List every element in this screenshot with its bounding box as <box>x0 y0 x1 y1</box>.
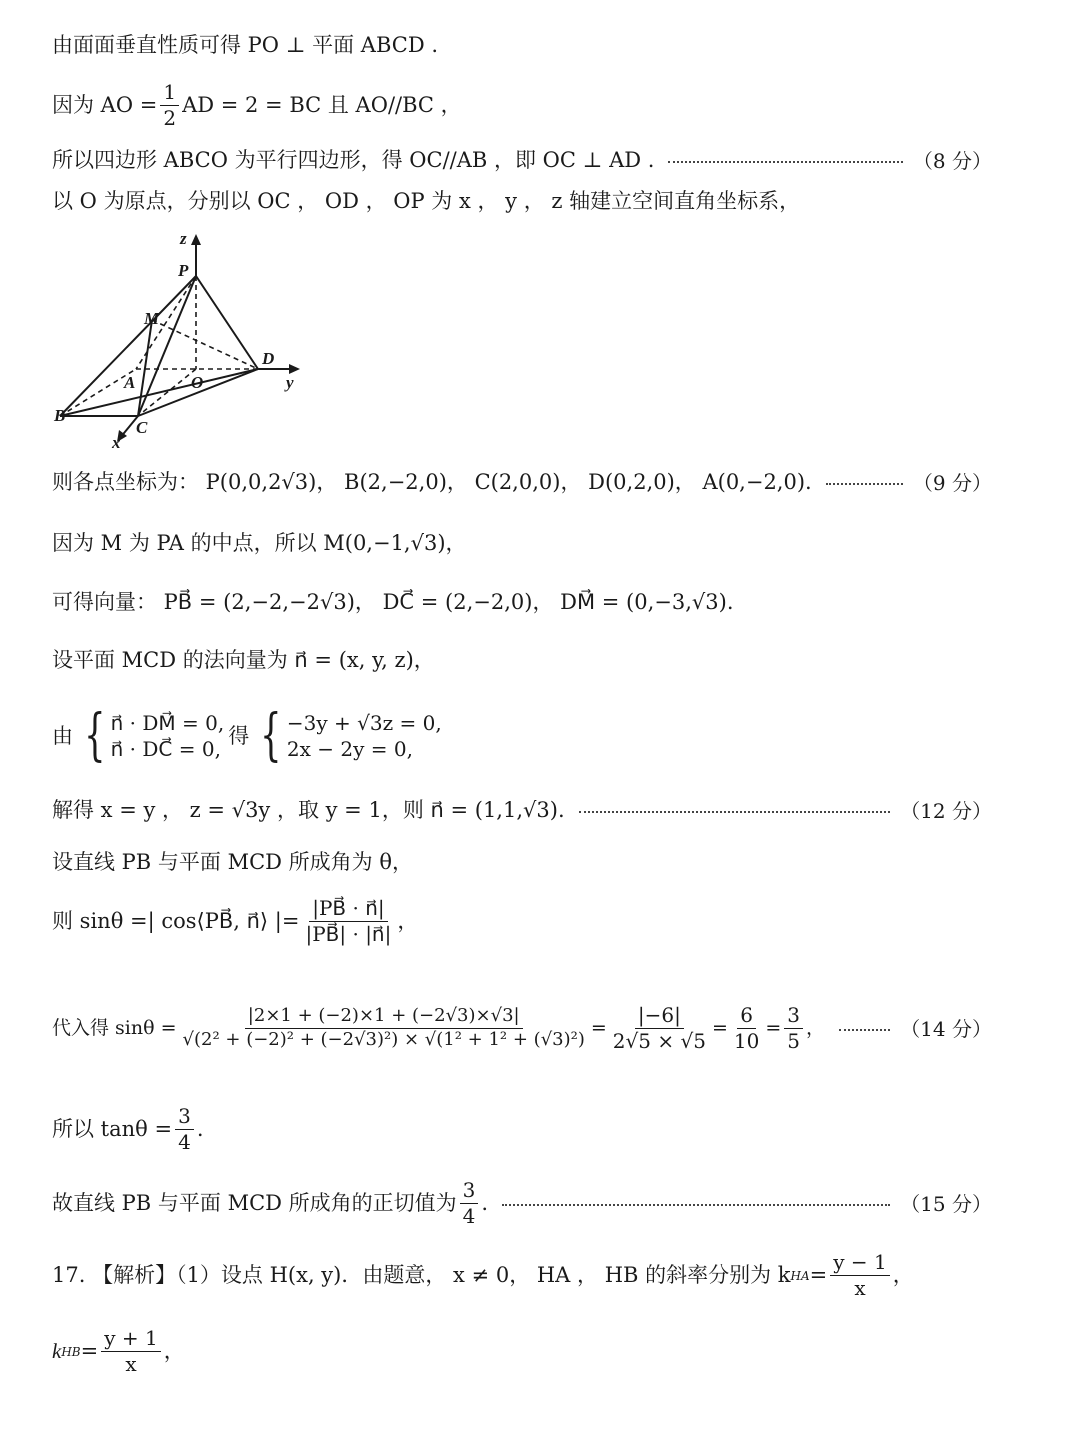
line-solve-normal <box>52 800 992 821</box>
dotted-leader <box>502 1202 890 1206</box>
line-text: 代入得 sinθ = <box>52 1017 177 1039</box>
line-text: ， <box>397 909 419 933</box>
line-text: ， <box>163 1339 185 1363</box>
fraction-numerator: 1 <box>160 82 179 106</box>
line-midpoint-m <box>52 533 992 554</box>
fraction-numerator: 3 <box>175 1106 194 1130</box>
line-text: 由面面垂直性质可得 PO ⊥ 平面 ABCD . <box>52 33 439 57</box>
fraction-minus-six <box>610 1005 709 1052</box>
pyramid-figure <box>40 228 310 453</box>
line-text: 则 sinθ =| cos⟨PB⃗, n⃗⟩ |= <box>52 909 300 933</box>
line-text: = <box>765 1017 782 1039</box>
fraction-numerator: 3 <box>784 1005 803 1029</box>
score-marker: （9 分） <box>912 470 992 495</box>
line-substitute <box>52 1005 992 1052</box>
line-equation-system <box>52 703 992 768</box>
line-problem-17 <box>52 1252 992 1299</box>
dotted-leader <box>839 1027 890 1031</box>
score-marker: （12 分） <box>900 798 992 823</box>
line-text: = <box>80 1339 99 1363</box>
fraction-denominator: 2 <box>163 106 177 130</box>
line-text: 则各点坐标为： P(0,0,2√3)， B(2,−2,0)， C(2,0,0)， D(0,2,0)， A(0,−2,0). <box>52 470 812 494</box>
line-coordinate-system <box>52 191 992 212</box>
fraction-cos <box>302 898 394 945</box>
line-sin-formula <box>52 898 992 945</box>
fraction-denominator: √(2² + (−2)² + (−2√3)²) × √(1² + 1² + (√3)²) <box>182 1029 585 1050</box>
score-marker: （14 分） <box>900 1016 992 1041</box>
system-row: 2x − 2y = 0, <box>286 737 413 761</box>
fraction-six-tenths <box>731 1005 762 1052</box>
line-normal-vector <box>52 650 992 671</box>
line-text: 因为 M 为 PA 的中点，所以 M(0,−1,√3)， <box>52 531 467 555</box>
fraction-three-fifths <box>784 1005 803 1052</box>
label-b: B <box>54 406 66 425</box>
line-text: 所以四边形 ABCO 为平行四边形，得 OC//AB ，即 OC ⊥ AD . <box>52 148 655 172</box>
edge-pc <box>138 276 196 416</box>
subscript: HA <box>790 1268 810 1283</box>
fraction-denominator: 10 <box>733 1029 760 1053</box>
label-m: M <box>144 309 160 328</box>
dotted-leader <box>826 481 903 485</box>
fraction-one-half <box>160 82 179 129</box>
line-text: 可得向量： PB⃗ = (2,−2,−2√3)， DC⃗ = (2,−2,0)， DM⃗ = (0,−3,√3). <box>52 590 734 614</box>
line-po-perpendicular <box>52 35 992 56</box>
line-text: . <box>481 1191 489 1215</box>
line-text: . <box>196 1117 204 1141</box>
line-point-coordinates <box>52 472 992 493</box>
dotted-leader <box>579 809 891 813</box>
line-text: 以 O 为原点，分别以 OC ， OD ， OP 为 x ， y ， z 轴建立空间直角坐标系， <box>52 189 801 213</box>
line-conclusion <box>52 1180 992 1227</box>
line-text: ， <box>892 1263 914 1287</box>
edge-pb <box>60 276 196 416</box>
line-text: = <box>809 1263 828 1287</box>
dotted-leader <box>668 159 902 163</box>
system-row: −3y + √3z = 0, <box>286 711 442 735</box>
system-one <box>77 703 225 768</box>
line-text: 所以 tanθ = <box>52 1117 173 1141</box>
line-text: = <box>590 1017 607 1039</box>
label-z: z <box>180 229 187 248</box>
fraction-denominator: 2√5 × √5 <box>612 1029 706 1053</box>
edge-bc-solid <box>60 369 258 416</box>
line-text: 因为 AO = <box>52 93 158 117</box>
fraction-denominator: 5 <box>787 1029 800 1053</box>
fraction-three-quarters <box>460 1180 479 1227</box>
fraction-substitution <box>180 1007 588 1050</box>
fraction-numerator: 6 <box>737 1005 756 1029</box>
label-y: y <box>286 373 294 392</box>
line-text: k <box>52 1339 62 1363</box>
fraction-denominator: 4 <box>462 1204 476 1228</box>
fraction-slope-ha <box>830 1252 890 1299</box>
fraction-numerator: |−6| <box>635 1005 684 1029</box>
score-marker: （8 分） <box>912 148 992 173</box>
left-brace-icon: { <box>84 703 106 768</box>
line-vectors <box>52 592 992 613</box>
line-text: ， <box>805 1017 825 1039</box>
label-x: x <box>112 433 121 452</box>
system-row: n⃗ · DM⃗ = 0, <box>110 711 225 735</box>
system-row: n⃗ · DC⃗ = 0, <box>110 737 221 761</box>
line-text: = <box>711 1017 728 1039</box>
subscript: HB <box>61 1344 81 1359</box>
line-tan-theta <box>52 1106 992 1153</box>
line-slope-hb <box>52 1328 992 1375</box>
fraction-slope-hb <box>101 1328 161 1375</box>
line-text: 由 <box>52 723 73 748</box>
label-p: P <box>178 261 189 280</box>
line-text: 设平面 MCD 的法向量为 n⃗ = (x, y, z)， <box>52 648 435 672</box>
z-arrow-icon <box>191 234 201 245</box>
label-c: C <box>136 418 148 437</box>
line-text: 得 <box>228 723 250 748</box>
fraction-numerator: |PB⃗ · n⃗| <box>309 898 387 922</box>
score-marker: （15 分） <box>900 1191 992 1216</box>
fraction-three-quarters <box>175 1106 194 1153</box>
line-text: 解得 x = y ， z = √3y ，取 y = 1，则 n⃗ = (1,1,√3). <box>52 798 565 822</box>
left-brace-icon: { <box>260 703 282 768</box>
label-o: O <box>191 373 204 392</box>
fraction-numerator: y − 1 <box>830 1252 890 1276</box>
system-two <box>253 703 442 768</box>
label-d: D <box>262 349 275 368</box>
fraction-denominator: x <box>854 1276 866 1300</box>
line-text: 17. 【解析】（1）设点 H(x, y)．由题意， x ≠ 0， HA ， HB 的斜率分别为 k <box>52 1263 791 1287</box>
line-parallelogram <box>52 150 992 171</box>
line-ao-equals <box>52 82 992 129</box>
line-text: 故直线 PB 与平面 MCD 所成角的正切值为 <box>52 1191 457 1215</box>
fraction-numerator: 3 <box>460 1180 479 1204</box>
fraction-numerator: y + 1 <box>101 1328 161 1352</box>
fraction-numerator: |2×1 + (−2)×1 + (−2√3)×√3| <box>245 1007 523 1029</box>
label-a: A <box>124 373 136 392</box>
fraction-denominator: |PB⃗| · |n⃗| <box>305 922 392 946</box>
fraction-denominator: 4 <box>178 1130 191 1154</box>
line-text: AD = 2 = BC 且 AO//BC ， <box>182 93 462 117</box>
fraction-denominator: x <box>125 1352 137 1376</box>
line-angle-theta <box>52 852 992 873</box>
line-text: 设直线 PB 与平面 MCD 所成角为 θ， <box>52 850 413 874</box>
